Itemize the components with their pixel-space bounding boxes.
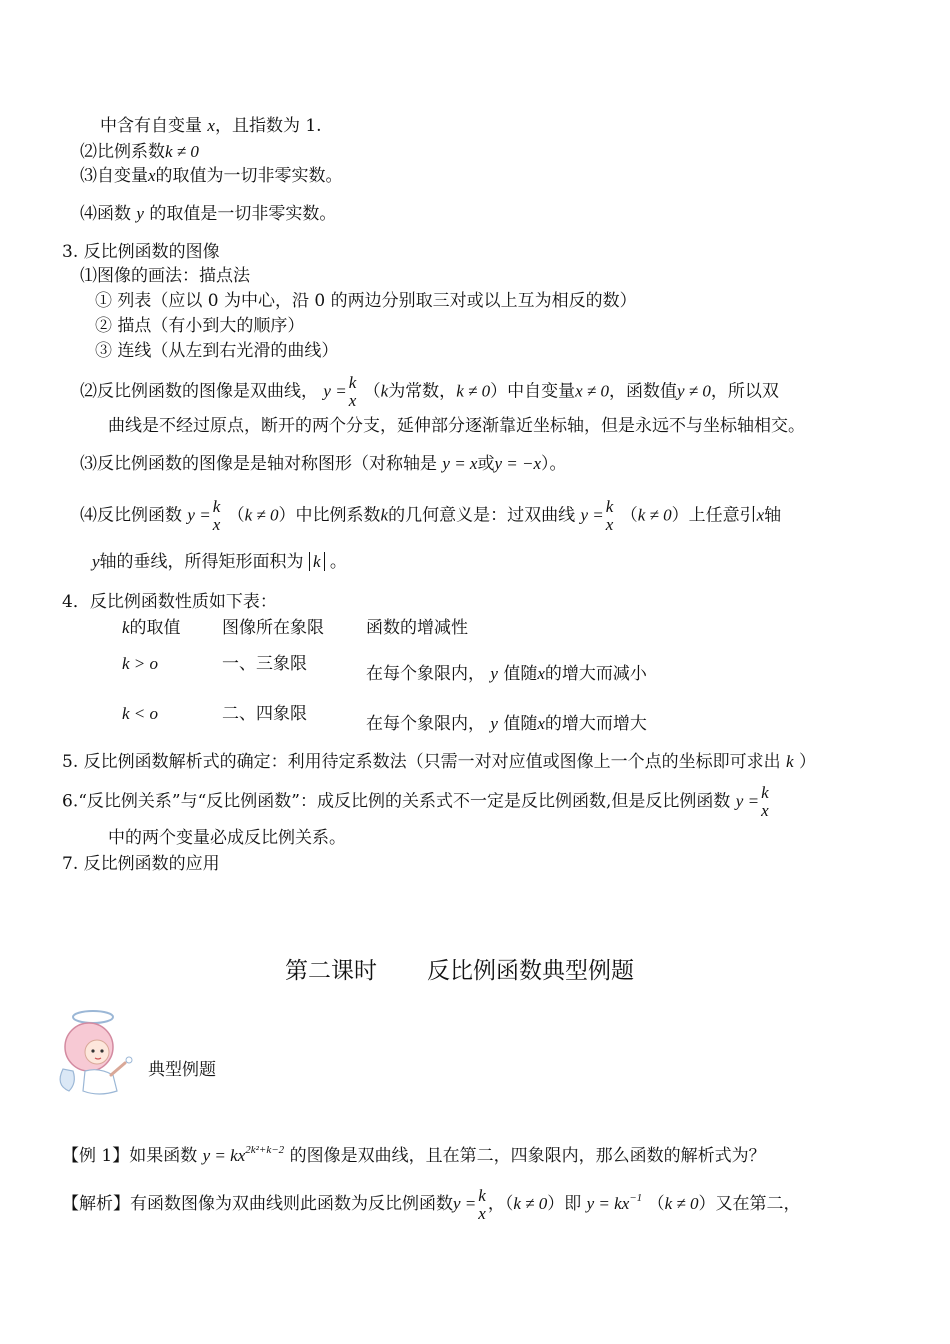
- text: 的增大而增大: [544, 714, 647, 734]
- table-header-k: [122, 616, 181, 640]
- angel-icon: [55, 1005, 145, 1097]
- text: 轴的垂线，所得矩形面积为: [99, 552, 304, 572]
- section3-s1: ⑴图像的画法：描点法: [80, 266, 250, 286]
- section6-line2: 中的两个变量必成反比例关系。: [108, 828, 346, 848]
- text: （: [620, 505, 638, 526]
- denominator: x: [478, 1203, 486, 1223]
- math-k-ne-0: k ≠ 0: [456, 381, 491, 401]
- section3-heading: 3. 反比例函数的图像: [62, 242, 220, 262]
- text: ⑷函数: [80, 204, 131, 224]
- math-exponent: −1: [629, 1192, 643, 1204]
- text: 的取值为一切非零实数。: [155, 166, 343, 186]
- text: ，函数值: [608, 381, 677, 402]
- text: ）中自变量: [490, 381, 576, 402]
- section3-s4-line2: [92, 550, 347, 574]
- math-y-eq: y =: [323, 381, 347, 401]
- math-y-eq-kx: y = kx: [202, 1146, 246, 1165]
- text: ）即: [547, 1194, 582, 1214]
- section6: [62, 784, 771, 820]
- fraction-k-over-x: [761, 784, 769, 820]
- denominator: x: [761, 801, 769, 820]
- math-y-ne-0: y ≠ 0: [676, 381, 711, 401]
- property-line-2: [80, 140, 199, 164]
- math-abs-k: k: [309, 552, 325, 571]
- text: 的取值是一切非零实数。: [149, 204, 337, 224]
- lesson-topic: 反比例函数典型例题: [427, 958, 634, 984]
- math-k: k: [380, 381, 389, 401]
- denominator: x: [348, 391, 357, 410]
- math-k-ne-0: k ≠ 0: [513, 1194, 548, 1213]
- math-y-eq-kx: y = kx: [586, 1194, 630, 1213]
- table-row2-quadrant: 二、四象限: [222, 704, 307, 724]
- math-k-ne-0: k ≠ 0: [165, 142, 199, 161]
- section3-s4: [80, 498, 781, 534]
- section3-s2: [80, 374, 779, 410]
- text: ）。: [541, 454, 567, 474]
- text: 的几何意义是：过双曲线: [388, 505, 576, 526]
- numerator: k: [761, 783, 769, 802]
- text: ⑶自变量: [80, 166, 148, 186]
- denominator: x: [212, 515, 221, 534]
- math-x: x: [537, 714, 545, 733]
- math-y-eq: y =: [580, 505, 604, 525]
- text: 或: [477, 454, 495, 474]
- math-x-ne-0: x ≠ 0: [575, 381, 609, 401]
- text: 轴: [764, 505, 782, 526]
- math-k-ne-0: k ≠ 0: [244, 505, 279, 525]
- numerator: k: [348, 373, 357, 392]
- text: ，且指数为 1.: [214, 116, 322, 136]
- text: ，所以双: [710, 381, 779, 402]
- text: 在每个象限内，: [366, 664, 485, 684]
- math-y-eq-x: y = x: [442, 454, 478, 473]
- math-y: y: [92, 552, 100, 571]
- text: 值随: [503, 664, 538, 684]
- numerator: k: [212, 497, 221, 516]
- table-row2-k: k < o: [122, 704, 159, 723]
- math-y-eq-neg-x: y = −x: [494, 454, 542, 473]
- section4-heading: 4．反比例函数性质如下表：: [62, 592, 277, 612]
- math-k-ne-0: k ≠ 0: [664, 1194, 699, 1213]
- table-row1-k: k > o: [122, 654, 159, 673]
- math-x: x: [537, 664, 545, 683]
- section3-s2-line2: 曲线是不经过原点，断开的两个分支，延伸部分逐渐靠近坐标轴，但是永远不与坐标轴相交。: [108, 416, 805, 436]
- table-row1-quadrant: 一、三象限: [222, 654, 307, 674]
- fraction-k-over-x: [478, 1187, 486, 1223]
- section3-step3: ③ 连线（从左到右光滑的曲线）: [95, 341, 339, 361]
- text: ⑶反比例函数的图像是是轴对称图形（对称轴是: [80, 454, 437, 474]
- math-y-eq: y =: [453, 1194, 477, 1213]
- fraction-k-over-x: [213, 498, 221, 534]
- table-row1-trend: [366, 662, 647, 686]
- math-x: x: [148, 166, 156, 185]
- text: 的图像是双曲线，且在第二，四象限内，那么函数的解析式为？: [289, 1146, 766, 1166]
- lesson-number: 第二课时: [285, 958, 377, 984]
- fraction-k-over-x: [349, 374, 357, 410]
- text: 的增大而减小: [544, 664, 647, 684]
- text: 值随: [503, 714, 538, 734]
- text: ，（: [487, 1194, 514, 1214]
- math-y: y: [136, 204, 144, 223]
- text: ）又在第二，: [698, 1194, 801, 1214]
- table-header-monotonic: 函数的增减性: [366, 618, 468, 638]
- text: 【解析】有函数图像为双曲线则此函数为反比例函数: [62, 1194, 453, 1214]
- math-y: y: [490, 714, 498, 733]
- section7: 7. 反比例函数的应用: [62, 854, 220, 874]
- text: 的取值: [129, 618, 181, 638]
- text: 6.“反比例关系”与“反比例函数”：成反比例的关系式不一定是反比例函数,但是反比例函数: [62, 791, 731, 812]
- numerator: k: [478, 1185, 486, 1205]
- math-k-ne-0: k ≠ 0: [637, 505, 672, 525]
- section3-step1: ① 列表（应以 0 为中心，沿 0 的两边分别取三对或以上互为相反的数）: [95, 291, 637, 311]
- icon-caption: 典型例题: [148, 1060, 216, 1080]
- fraction-k-over-x: [606, 498, 614, 534]
- text: ）上任意引: [671, 505, 757, 526]
- numerator: k: [605, 497, 614, 516]
- denominator: x: [605, 515, 614, 534]
- math-k: k: [380, 505, 389, 525]
- text: ）: [798, 752, 816, 772]
- math-k: k: [122, 618, 130, 637]
- math-y-eq: y =: [735, 791, 760, 811]
- math-x: x: [756, 505, 765, 525]
- math-y-eq: y =: [187, 505, 211, 525]
- property-line-exponent: [100, 114, 322, 138]
- math-y: y: [490, 664, 498, 683]
- text: ⑵反比例函数的图像是双曲线，: [80, 381, 318, 402]
- text: （: [647, 1194, 665, 1214]
- text: ⑷反比例函数: [80, 505, 182, 526]
- text: 中含有自变量: [100, 116, 202, 136]
- example1: [62, 1138, 766, 1168]
- section3-step2: ② 描点（有小到大的顺序）: [95, 316, 305, 336]
- section5: [62, 750, 816, 774]
- property-line-3: [80, 164, 343, 188]
- lesson-title: [285, 956, 634, 986]
- table-row2-trend: [366, 712, 647, 736]
- section3-s3: [80, 452, 567, 476]
- text: ）中比例系数: [278, 505, 381, 526]
- text: 为常数，: [388, 381, 457, 402]
- text: ⑵比例系数: [80, 142, 165, 162]
- text: （: [227, 505, 245, 526]
- text: 5. 反比例函数解析式的确定：利用待定系数法（只需一对对应值或图像上一个点的坐标即可求出: [62, 752, 781, 772]
- text: 。: [329, 552, 347, 572]
- math-x: x: [207, 116, 215, 135]
- math-exponent: 2k²+k−2: [245, 1144, 285, 1156]
- text: （: [363, 381, 381, 402]
- property-line-4: [80, 202, 336, 226]
- math-k: k: [786, 752, 794, 771]
- text: 【例 1】如果函数: [62, 1146, 198, 1166]
- text: 在每个象限内，: [366, 714, 485, 734]
- analysis: [62, 1186, 800, 1223]
- table-header-quadrant: 图像所在象限: [222, 618, 324, 638]
